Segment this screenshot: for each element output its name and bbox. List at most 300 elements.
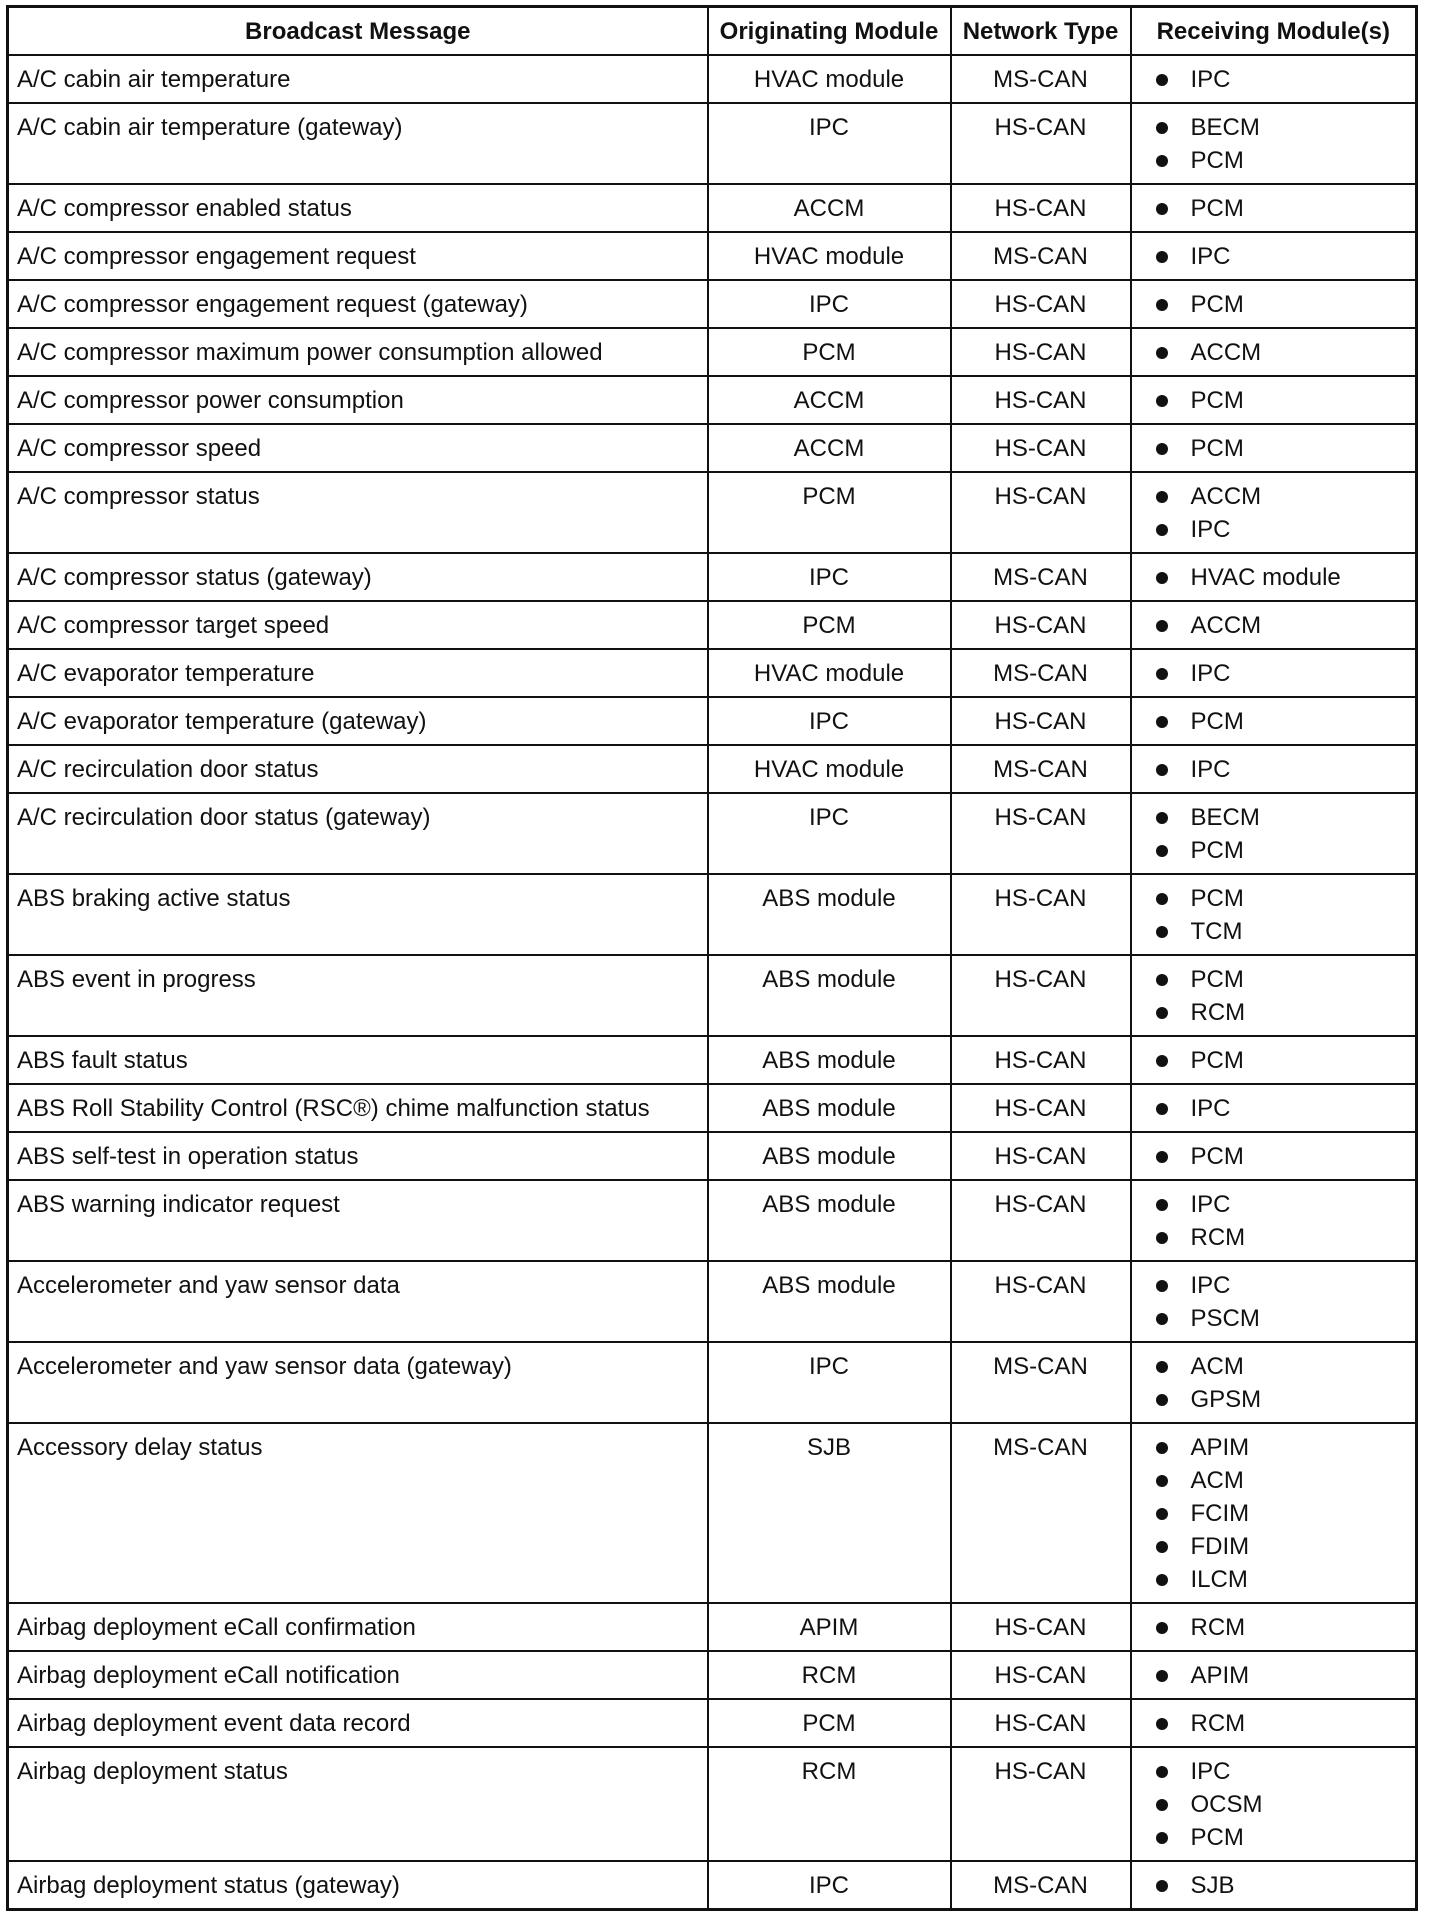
originating-module-cell: ABS module xyxy=(708,955,951,1036)
bullet-icon xyxy=(1156,395,1168,407)
receiving-modules-list xyxy=(1132,1188,1416,1254)
list-item xyxy=(1132,1563,1416,1596)
originating-module-cell: PCM xyxy=(708,472,951,553)
broadcast-message-cell: A/C cabin air temperature xyxy=(8,55,708,103)
bullet-icon xyxy=(1156,1442,1168,1454)
receiving-module-label: PCM xyxy=(1190,147,1244,174)
table-row xyxy=(8,1423,1417,1603)
list-item xyxy=(1132,1188,1416,1221)
list-item xyxy=(1132,1497,1416,1530)
broadcast-message-cell: A/C compressor target speed xyxy=(8,601,708,649)
bullet-icon xyxy=(1156,1508,1168,1520)
bullet-icon xyxy=(1156,716,1168,728)
table-row xyxy=(8,472,1417,553)
network-type-cell: HS-CAN xyxy=(951,1132,1131,1180)
originating-module-cell: RCM xyxy=(708,1747,951,1861)
receiving-modules-cell xyxy=(1131,874,1417,955)
list-item xyxy=(1132,336,1416,369)
originating-module-cell: ABS module xyxy=(708,1036,951,1084)
list-item xyxy=(1132,1383,1416,1416)
list-item xyxy=(1132,1659,1416,1692)
table-row xyxy=(8,184,1417,232)
bullet-icon xyxy=(1156,74,1168,86)
receiving-modules-cell xyxy=(1131,697,1417,745)
broadcast-message-cell: ABS event in progress xyxy=(8,955,708,1036)
receiving-module-label: PCM xyxy=(1190,435,1244,462)
broadcast-message-cell: A/C compressor maximum power consumption allowed xyxy=(8,328,708,376)
list-item xyxy=(1132,1140,1416,1173)
broadcast-message-cell: Airbag deployment status (gateway) xyxy=(8,1861,708,1910)
list-item xyxy=(1132,1611,1416,1644)
list-item xyxy=(1132,432,1416,465)
broadcast-message-cell: A/C recirculation door status xyxy=(8,745,708,793)
list-item xyxy=(1132,144,1416,177)
receiving-modules-list xyxy=(1132,1092,1416,1125)
list-item xyxy=(1132,1707,1416,1740)
receiving-module-label: FDIM xyxy=(1190,1533,1250,1560)
receiving-module-label: ACM xyxy=(1190,1467,1244,1494)
receiving-module-label: SJB xyxy=(1190,1872,1235,1899)
list-item xyxy=(1132,915,1416,948)
receiving-module-label: APIM xyxy=(1190,1662,1250,1689)
receiving-modules-list xyxy=(1132,1707,1416,1740)
list-item xyxy=(1132,1092,1416,1125)
table-row xyxy=(8,1603,1417,1651)
broadcast-message-cell: ABS fault status xyxy=(8,1036,708,1084)
bullet-icon xyxy=(1156,1232,1168,1244)
broadcast-message-cell: A/C compressor status xyxy=(8,472,708,553)
receiving-modules-list xyxy=(1132,657,1416,690)
bullet-icon xyxy=(1156,299,1168,311)
receiving-modules-cell xyxy=(1131,103,1417,184)
table-row xyxy=(8,103,1417,184)
list-item xyxy=(1132,288,1416,321)
receiving-modules-list xyxy=(1132,111,1416,177)
list-item xyxy=(1132,996,1416,1029)
receiving-modules-cell xyxy=(1131,1036,1417,1084)
broadcast-message-cell: A/C compressor power consumption xyxy=(8,376,708,424)
list-item xyxy=(1132,1269,1416,1302)
originating-module-cell: ACCM xyxy=(708,376,951,424)
table-row xyxy=(8,1084,1417,1132)
broadcast-message-cell: A/C recirculation door status (gateway) xyxy=(8,793,708,874)
receiving-modules-cell xyxy=(1131,424,1417,472)
receiving-module-label: IPC xyxy=(1190,1758,1231,1785)
receiving-modules-list xyxy=(1132,963,1416,1029)
bullet-icon xyxy=(1156,155,1168,167)
table-row xyxy=(8,793,1417,874)
bullet-icon xyxy=(1156,203,1168,215)
list-item xyxy=(1132,1821,1416,1854)
originating-module-cell: IPC xyxy=(708,793,951,874)
list-item xyxy=(1132,384,1416,417)
receiving-modules-cell xyxy=(1131,601,1417,649)
table-row xyxy=(8,601,1417,649)
list-item xyxy=(1132,513,1416,546)
broadcast-message-cell: Accelerometer and yaw sensor data xyxy=(8,1261,708,1342)
network-type-cell: HS-CAN xyxy=(951,1651,1131,1699)
receiving-modules-list xyxy=(1132,705,1416,738)
receiving-module-label: APIM xyxy=(1190,1434,1250,1461)
broadcast-message-table xyxy=(6,5,1418,1911)
bullet-icon xyxy=(1156,620,1168,632)
list-item xyxy=(1132,882,1416,915)
receiving-modules-list xyxy=(1132,1269,1416,1335)
receiving-modules-list xyxy=(1132,384,1416,417)
list-item xyxy=(1132,240,1416,273)
receiving-module-label: PCM xyxy=(1190,1047,1244,1074)
list-item xyxy=(1132,1350,1416,1383)
receiving-module-label: TCM xyxy=(1190,918,1243,945)
table-row xyxy=(8,376,1417,424)
table-row xyxy=(8,1699,1417,1747)
bullet-icon xyxy=(1156,1280,1168,1292)
broadcast-message-cell: Airbag deployment eCall confirmation xyxy=(8,1603,708,1651)
receiving-module-label: ACCM xyxy=(1190,339,1262,366)
receiving-module-label: IPC xyxy=(1190,1191,1231,1218)
table-body xyxy=(8,55,1417,1910)
receiving-modules-list xyxy=(1132,801,1416,867)
bullet-icon xyxy=(1156,1199,1168,1211)
receiving-module-label: ACM xyxy=(1190,1353,1244,1380)
bullet-icon xyxy=(1156,1541,1168,1553)
receiving-modules-cell xyxy=(1131,553,1417,601)
broadcast-message-table-container xyxy=(6,5,1415,1911)
network-type-cell: MS-CAN xyxy=(951,1861,1131,1910)
receiving-module-label: BECM xyxy=(1190,114,1260,141)
receiving-modules-list xyxy=(1132,63,1416,96)
list-item xyxy=(1132,561,1416,594)
bullet-icon xyxy=(1156,668,1168,680)
receiving-modules-list xyxy=(1132,609,1416,642)
bullet-icon xyxy=(1156,443,1168,455)
bullet-icon xyxy=(1156,347,1168,359)
table-row xyxy=(8,955,1417,1036)
broadcast-message-cell: ABS braking active status xyxy=(8,874,708,955)
originating-module-cell: PCM xyxy=(708,601,951,649)
bullet-icon xyxy=(1156,845,1168,857)
bullet-icon xyxy=(1156,1670,1168,1682)
network-type-cell: HS-CAN xyxy=(951,328,1131,376)
header-receiving-modules: Receiving Module(s) xyxy=(1131,7,1417,56)
network-type-cell: HS-CAN xyxy=(951,697,1131,745)
receiving-modules-cell xyxy=(1131,1342,1417,1423)
receiving-modules-cell xyxy=(1131,745,1417,793)
receiving-modules-cell xyxy=(1131,1603,1417,1651)
receiving-module-label: RCM xyxy=(1190,1224,1246,1251)
list-item xyxy=(1132,1221,1416,1254)
table-row xyxy=(8,280,1417,328)
bullet-icon xyxy=(1156,1574,1168,1586)
receiving-modules-cell xyxy=(1131,1651,1417,1699)
receiving-module-label: PCM xyxy=(1190,837,1244,864)
table-row xyxy=(8,328,1417,376)
broadcast-message-cell: A/C compressor enabled status xyxy=(8,184,708,232)
table-row xyxy=(8,1342,1417,1423)
receiving-module-label: RCM xyxy=(1190,1614,1246,1641)
list-item xyxy=(1132,753,1416,786)
broadcast-message-cell: A/C compressor speed xyxy=(8,424,708,472)
bullet-icon xyxy=(1156,1055,1168,1067)
originating-module-cell: PCM xyxy=(708,1699,951,1747)
receiving-modules-list xyxy=(1132,1659,1416,1692)
list-item xyxy=(1132,609,1416,642)
list-item xyxy=(1132,192,1416,225)
receiving-module-label: IPC xyxy=(1190,243,1231,270)
table-row xyxy=(8,649,1417,697)
bullet-icon xyxy=(1156,1361,1168,1373)
header-row xyxy=(8,7,1417,56)
receiving-module-label: ILCM xyxy=(1190,1566,1248,1593)
bullet-icon xyxy=(1156,1394,1168,1406)
network-type-cell: MS-CAN xyxy=(951,745,1131,793)
receiving-modules-cell xyxy=(1131,1180,1417,1261)
bullet-icon xyxy=(1156,1103,1168,1115)
originating-module-cell: IPC xyxy=(708,280,951,328)
receiving-modules-cell xyxy=(1131,1423,1417,1603)
broadcast-message-cell: ABS warning indicator request xyxy=(8,1180,708,1261)
table-row xyxy=(8,1180,1417,1261)
list-item xyxy=(1132,963,1416,996)
bullet-icon xyxy=(1156,926,1168,938)
originating-module-cell: HVAC module xyxy=(708,55,951,103)
table-row xyxy=(8,874,1417,955)
receiving-modules-cell xyxy=(1131,1699,1417,1747)
bullet-icon xyxy=(1156,572,1168,584)
broadcast-message-cell: A/C cabin air temperature (gateway) xyxy=(8,103,708,184)
originating-module-cell: HVAC module xyxy=(708,649,951,697)
table-row xyxy=(8,1747,1417,1861)
broadcast-message-cell: ABS Roll Stability Control (RSC®) chime malfunction status xyxy=(8,1084,708,1132)
originating-module-cell: IPC xyxy=(708,103,951,184)
receiving-module-label: PCM xyxy=(1190,291,1244,318)
receiving-module-label: FCIM xyxy=(1190,1500,1250,1527)
bullet-icon xyxy=(1156,251,1168,263)
bullet-icon xyxy=(1156,1718,1168,1730)
list-item xyxy=(1132,1755,1416,1788)
network-type-cell: HS-CAN xyxy=(951,1180,1131,1261)
originating-module-cell: SJB xyxy=(708,1423,951,1603)
broadcast-message-cell: Accessory delay status xyxy=(8,1423,708,1603)
network-type-cell: HS-CAN xyxy=(951,1261,1131,1342)
bullet-icon xyxy=(1156,974,1168,986)
broadcast-message-cell: A/C evaporator temperature xyxy=(8,649,708,697)
header-broadcast-message: Broadcast Message xyxy=(8,7,708,56)
originating-module-cell: HVAC module xyxy=(708,232,951,280)
broadcast-message-cell: A/C compressor status (gateway) xyxy=(8,553,708,601)
receiving-module-label: IPC xyxy=(1190,516,1231,543)
bullet-icon xyxy=(1156,122,1168,134)
network-type-cell: MS-CAN xyxy=(951,1423,1131,1603)
receiving-module-label: ACCM xyxy=(1190,612,1262,639)
list-item xyxy=(1132,834,1416,867)
network-type-cell: HS-CAN xyxy=(951,955,1131,1036)
network-type-cell: HS-CAN xyxy=(951,184,1131,232)
bullet-icon xyxy=(1156,1622,1168,1634)
list-item xyxy=(1132,111,1416,144)
table-row xyxy=(8,553,1417,601)
broadcast-message-cell: A/C compressor engagement request xyxy=(8,232,708,280)
receiving-modules-cell xyxy=(1131,649,1417,697)
receiving-modules-list xyxy=(1132,1755,1416,1854)
header-network-type: Network Type xyxy=(951,7,1131,56)
originating-module-cell: ABS module xyxy=(708,1084,951,1132)
originating-module-cell: IPC xyxy=(708,1342,951,1423)
table-row xyxy=(8,1651,1417,1699)
network-type-cell: MS-CAN xyxy=(951,649,1131,697)
originating-module-cell: IPC xyxy=(708,1861,951,1910)
network-type-cell: HS-CAN xyxy=(951,103,1131,184)
receiving-module-label: PCM xyxy=(1190,885,1244,912)
table-row xyxy=(8,1036,1417,1084)
receiving-modules-list xyxy=(1132,882,1416,948)
table-row xyxy=(8,55,1417,103)
list-item xyxy=(1132,1530,1416,1563)
receiving-modules-list xyxy=(1132,753,1416,786)
originating-module-cell: ACCM xyxy=(708,184,951,232)
receiving-modules-list xyxy=(1132,1611,1416,1644)
receiving-module-label: IPC xyxy=(1190,1272,1231,1299)
receiving-modules-list xyxy=(1132,192,1416,225)
receiving-modules-list xyxy=(1132,1350,1416,1416)
table-row xyxy=(8,745,1417,793)
receiving-modules-cell xyxy=(1131,184,1417,232)
originating-module-cell: PCM xyxy=(708,328,951,376)
list-item xyxy=(1132,1431,1416,1464)
broadcast-message-cell: A/C compressor engagement request (gateway) xyxy=(8,280,708,328)
list-item xyxy=(1132,1302,1416,1335)
receiving-modules-cell xyxy=(1131,1861,1417,1910)
list-item xyxy=(1132,657,1416,690)
table-row xyxy=(8,1861,1417,1910)
receiving-modules-cell xyxy=(1131,1747,1417,1861)
originating-module-cell: ACCM xyxy=(708,424,951,472)
network-type-cell: HS-CAN xyxy=(951,280,1131,328)
receiving-modules-list xyxy=(1132,288,1416,321)
receiving-modules-list xyxy=(1132,432,1416,465)
list-item xyxy=(1132,480,1416,513)
receiving-module-label: IPC xyxy=(1190,660,1231,687)
bullet-icon xyxy=(1156,1799,1168,1811)
receiving-modules-cell xyxy=(1131,280,1417,328)
originating-module-cell: IPC xyxy=(708,697,951,745)
table-row xyxy=(8,232,1417,280)
network-type-cell: HS-CAN xyxy=(951,1747,1131,1861)
receiving-modules-cell xyxy=(1131,328,1417,376)
receiving-module-label: PCM xyxy=(1190,387,1244,414)
receiving-module-label: HVAC module xyxy=(1190,564,1341,591)
bullet-icon xyxy=(1156,1007,1168,1019)
list-item xyxy=(1132,1788,1416,1821)
header-originating-module: Originating Module xyxy=(708,7,951,56)
network-type-cell: MS-CAN xyxy=(951,553,1131,601)
bullet-icon xyxy=(1156,764,1168,776)
list-item xyxy=(1132,1869,1416,1902)
receiving-module-label: PCM xyxy=(1190,195,1244,222)
receiving-modules-cell xyxy=(1131,232,1417,280)
network-type-cell: MS-CAN xyxy=(951,55,1131,103)
receiving-module-label: RCM xyxy=(1190,1710,1246,1737)
network-type-cell: HS-CAN xyxy=(951,874,1131,955)
network-type-cell: HS-CAN xyxy=(951,1084,1131,1132)
receiving-modules-cell xyxy=(1131,1132,1417,1180)
receiving-modules-list xyxy=(1132,1140,1416,1173)
table-row xyxy=(8,1261,1417,1342)
bullet-icon xyxy=(1156,1151,1168,1163)
bullet-icon xyxy=(1156,893,1168,905)
receiving-module-label: BECM xyxy=(1190,804,1260,831)
bullet-icon xyxy=(1156,1880,1168,1892)
receiving-modules-list xyxy=(1132,561,1416,594)
receiving-module-label: OCSM xyxy=(1190,1791,1263,1818)
receiving-modules-cell xyxy=(1131,472,1417,553)
receiving-modules-cell xyxy=(1131,1261,1417,1342)
network-type-cell: HS-CAN xyxy=(951,472,1131,553)
network-type-cell: MS-CAN xyxy=(951,232,1131,280)
bullet-icon xyxy=(1156,1313,1168,1325)
receiving-module-label: PCM xyxy=(1190,1143,1244,1170)
bullet-icon xyxy=(1156,1766,1168,1778)
network-type-cell: HS-CAN xyxy=(951,1699,1131,1747)
receiving-modules-cell xyxy=(1131,376,1417,424)
receiving-module-label: RCM xyxy=(1190,999,1246,1026)
list-item xyxy=(1132,801,1416,834)
broadcast-message-cell: Accelerometer and yaw sensor data (gateway) xyxy=(8,1342,708,1423)
receiving-modules-list xyxy=(1132,1431,1416,1596)
broadcast-message-cell: Airbag deployment event data record xyxy=(8,1699,708,1747)
network-type-cell: HS-CAN xyxy=(951,1603,1131,1651)
originating-module-cell: IPC xyxy=(708,553,951,601)
receiving-modules-list xyxy=(1132,240,1416,273)
originating-module-cell: RCM xyxy=(708,1651,951,1699)
receiving-modules-cell xyxy=(1131,955,1417,1036)
table-row xyxy=(8,1132,1417,1180)
broadcast-message-cell: A/C evaporator temperature (gateway) xyxy=(8,697,708,745)
list-item xyxy=(1132,1464,1416,1497)
originating-module-cell: APIM xyxy=(708,1603,951,1651)
originating-module-cell: ABS module xyxy=(708,1261,951,1342)
originating-module-cell: ABS module xyxy=(708,1132,951,1180)
network-type-cell: HS-CAN xyxy=(951,793,1131,874)
receiving-modules-cell xyxy=(1131,793,1417,874)
network-type-cell: HS-CAN xyxy=(951,601,1131,649)
receiving-modules-cell xyxy=(1131,55,1417,103)
list-item xyxy=(1132,705,1416,738)
network-type-cell: HS-CAN xyxy=(951,424,1131,472)
receiving-module-label: IPC xyxy=(1190,756,1231,783)
list-item xyxy=(1132,63,1416,96)
network-type-cell: MS-CAN xyxy=(951,1342,1131,1423)
receiving-module-label: PSCM xyxy=(1190,1305,1260,1332)
bullet-icon xyxy=(1156,1475,1168,1487)
network-type-cell: HS-CAN xyxy=(951,1036,1131,1084)
receiving-modules-list xyxy=(1132,336,1416,369)
receiving-modules-cell xyxy=(1131,1084,1417,1132)
bullet-icon xyxy=(1156,491,1168,503)
receiving-module-label: GPSM xyxy=(1190,1386,1262,1413)
receiving-modules-list xyxy=(1132,1869,1416,1902)
receiving-module-label: ACCM xyxy=(1190,483,1262,510)
broadcast-message-cell: Airbag deployment eCall notification xyxy=(8,1651,708,1699)
bullet-icon xyxy=(1156,524,1168,536)
bullet-icon xyxy=(1156,812,1168,824)
network-type-cell: HS-CAN xyxy=(951,376,1131,424)
receiving-modules-list xyxy=(1132,480,1416,546)
receiving-module-label: PCM xyxy=(1190,966,1244,993)
table-row xyxy=(8,424,1417,472)
broadcast-message-cell: ABS self-test in operation status xyxy=(8,1132,708,1180)
receiving-modules-list xyxy=(1132,1044,1416,1077)
